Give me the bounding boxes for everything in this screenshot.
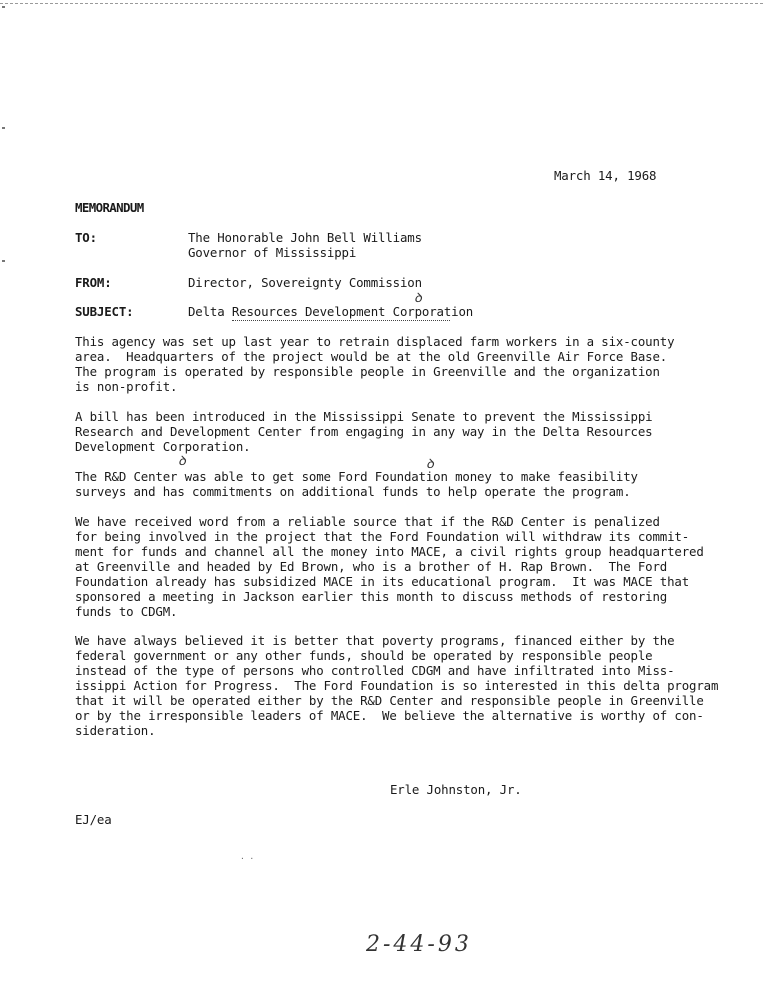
top-scan-rule [0,3,763,4]
body-paragraph-2: A bill has been introduced in the Mississippi Senate to prevent the Mississippi Research and Development Center from engaging in any way in the Delta Resources Development Corporation. [75,409,653,454]
edge-mark [2,127,5,129]
memo-date: March 14, 1968 [554,168,657,183]
body-paragraph-1: This agency was set up last year to retrain displaced farm workers in a six-county area. Headquarters of the project would be at the old Greenville Air Force Base. The program is operated by responsible people in Greenville and the organization is non-profit. [75,334,675,394]
edge-mark [2,260,5,262]
to-label: TO: [75,230,97,245]
scan-specks: . . [240,852,254,861]
subject-label: SUBJECT: [75,304,134,319]
edge-mark [2,6,5,8]
from-sender: Director, Sovereignty Commission [188,275,422,290]
handwritten-correction-mark: ꝺ [414,291,422,306]
handwritten-correction-mark: ꝺ [178,454,186,469]
body-paragraph-4: We have received word from a reliable source that if the R&D Center is penalized for being involved in the project that the Ford Foundation will withdraw its commit- ment for funds and channel all the money into MACE, a civil rights group headquartered at Greenville and headed by Ed Brown, who is a brother of H. Rap Brown. The Ford Foundation already has subsidized MACE in its educational program. It was MACE that sponsored a meeting in Jackson earlier this month to discuss methods of restoring funds to CDGM. [75,514,704,619]
body-paragraph-3: The R&D Center was able to get some Ford Foundation money to make feasibility surveys and has commitments on additional funds to help operate the program. [75,469,638,499]
signature-name: Erle Johnston, Jr. [390,782,522,797]
handwritten-document-number: 2-44-93 [366,932,472,957]
handwritten-correction-mark: ꝺ [426,457,434,472]
subject-underline [232,320,450,321]
from-label: FROM: [75,275,112,290]
body-paragraph-5: We have always believed it is better that poverty programs, financed either by the federal government or any other funds, should be operated by responsible people instead of the type of persons who controlled CDGM and have infiltrated into Miss- issippi Action for Progress. The Ford Foundation is so interested in this delta program that it will be operated either by the R&D Center and responsible people in Greenville or by the irresponsible leaders of MACE. We believe the alternative is worthy of con- sideration. [75,633,719,738]
subject-text: Delta Resources Development Corporation [188,304,474,319]
memo-heading: MEMORANDUM [75,200,144,215]
typist-initials: EJ/ea [75,812,112,827]
to-recipient-line1: The Honorable John Bell Williams [188,230,422,245]
to-recipient-line2: Governor of Mississippi [188,245,357,260]
